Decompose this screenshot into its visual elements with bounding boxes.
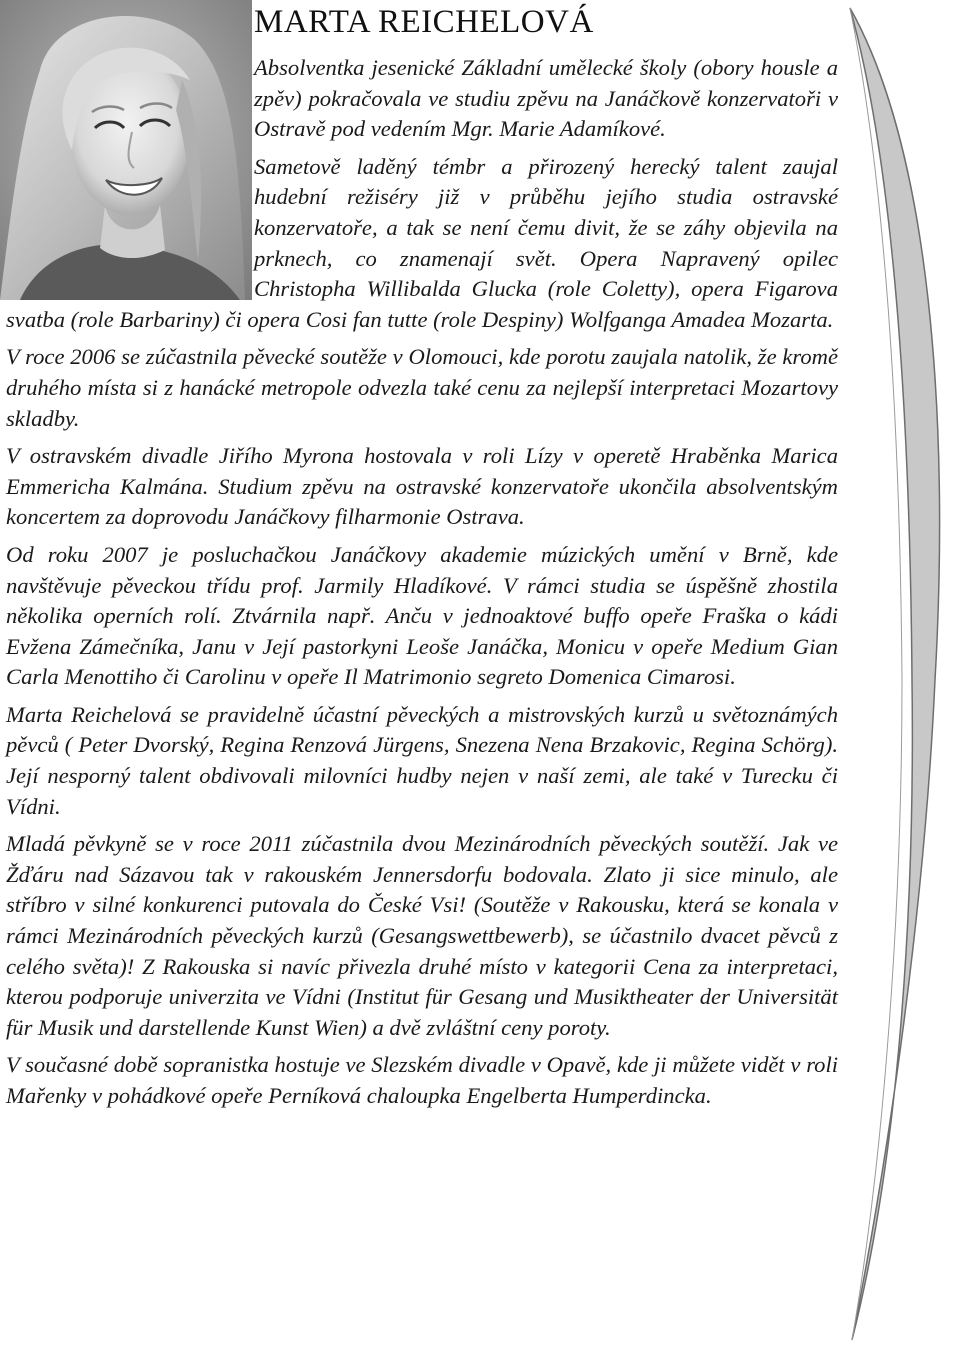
article-body: [6, 53, 838, 1119]
paragraph-1: Absolventka jesenické Základní umělecké školy (obory housle a zpěv) pokračovala ve studiu zpěvu na Janáčkově konzervatoři v Ostravě pod vedením Mgr. Marie Adamíkové.: [254, 55, 838, 142]
paragraph-3: V roce 2006 se zúčastnila pěvecké soutěže v Olomouci, kde porotu zaujala natolik, že kromě druhého místa si z hanácké metropole odvezla také cenu za nejlepší interpretaci Mozartovy skladby.: [6, 344, 838, 431]
decorative-ribbon: [840, 0, 960, 1345]
paragraph-4: V ostravském divadle Jiřího Myrona hostovala v roli Lízy v operetě Hraběnka Marica Emmericha Kalmána. Studium zpěvu na ostravské konzervatoře ukončila absolventským koncertem za doprovodu Janáčkovy filharmonie Ostrava.: [6, 443, 838, 530]
paragraph-2: Sametově laděný témbr a přirozený herecký talent zaujal hudební režiséry již v průběhu jejího studia ostravské konzervatoře, a tak se není čemu divit, že se záhy objevila na prknech, co znamenají svět. Opera Napravený opilec Christopha Willibalda Glucka (role Coletty), opera Figarova svatba (role Barbariny) či opera Cosi fan tutte (role Despiny) Wolfganga Amadea Mozarta.: [6, 153, 838, 332]
paragraph-6: Marta Reichelová se pravidelně účastní pěveckých a mistrovských kurzů u světoznámých pěvců ( Peter Dvorský, Regina Renzová Jürgens, Snezena Nena Brzakovic, Regina Schörg). Její nesporný talent obdivovali milovníci hudby nejen v naší zemi, ale také v Turecku či Vídni.: [6, 701, 838, 819]
ribbon-shape: [840, 0, 960, 1345]
paragraph-5: Od roku 2007 je posluchačkou Janáčkovy akademie múzických umění v Brně, kde navštěvuje pěveckou třídu prof. Jarmily Hladíkové. V rámci studia se úspěšně zhostila několika operních rolí. Ztvárnila např. Anču v jednoaktové buffo opeře Fraška o kádi Evžena Zámečníka, Janu v Její pastorkyni Leoše Janáčka, Monicu v opeře Medium Gian Carla Menottiho či Carolinu v opeře Il Matrimonio segreto Domenica Cimarosi.: [6, 541, 838, 690]
paragraph-8: V současné době sopranistka hostuje ve Slezském divadle v Opavě, kde ji můžete vidět v roli Mařenky v pohádkové opeře Perníková chaloupka Engelberta Humperdincka.: [6, 1052, 838, 1108]
portrait-wrap-spacer: [6, 53, 254, 301]
page-title: MARTA REICHELOVÁ: [254, 4, 594, 40]
paragraph-7: Mladá pěvkyně se v roce 2011 zúčastnila dvou Mezinárodních pěveckých soutěží. Jak ve Žďáru nad Sázavou tak v rakouském Jennersdorfu bodovala. Zlato ji sice minulo, ale stříbro v silné konkurenci putovala do České Vsi! (Soutěže v Rakousku, která se konala v rámci Mezinárodních pěveckých kurzů (Gesangswettbewerb), se účastnilo dvacet pěvců z celého světa)! Z Rakouska si navíc přivezla druhé místo v kategorii Cena za interpretaci, kterou podporuje univerzita ve Vídni (Institut für Gesang und Musiktheater der Universität für Musik und darstellende Kunst Wien) a dvě zvláštní ceny poroty.: [6, 831, 838, 1040]
